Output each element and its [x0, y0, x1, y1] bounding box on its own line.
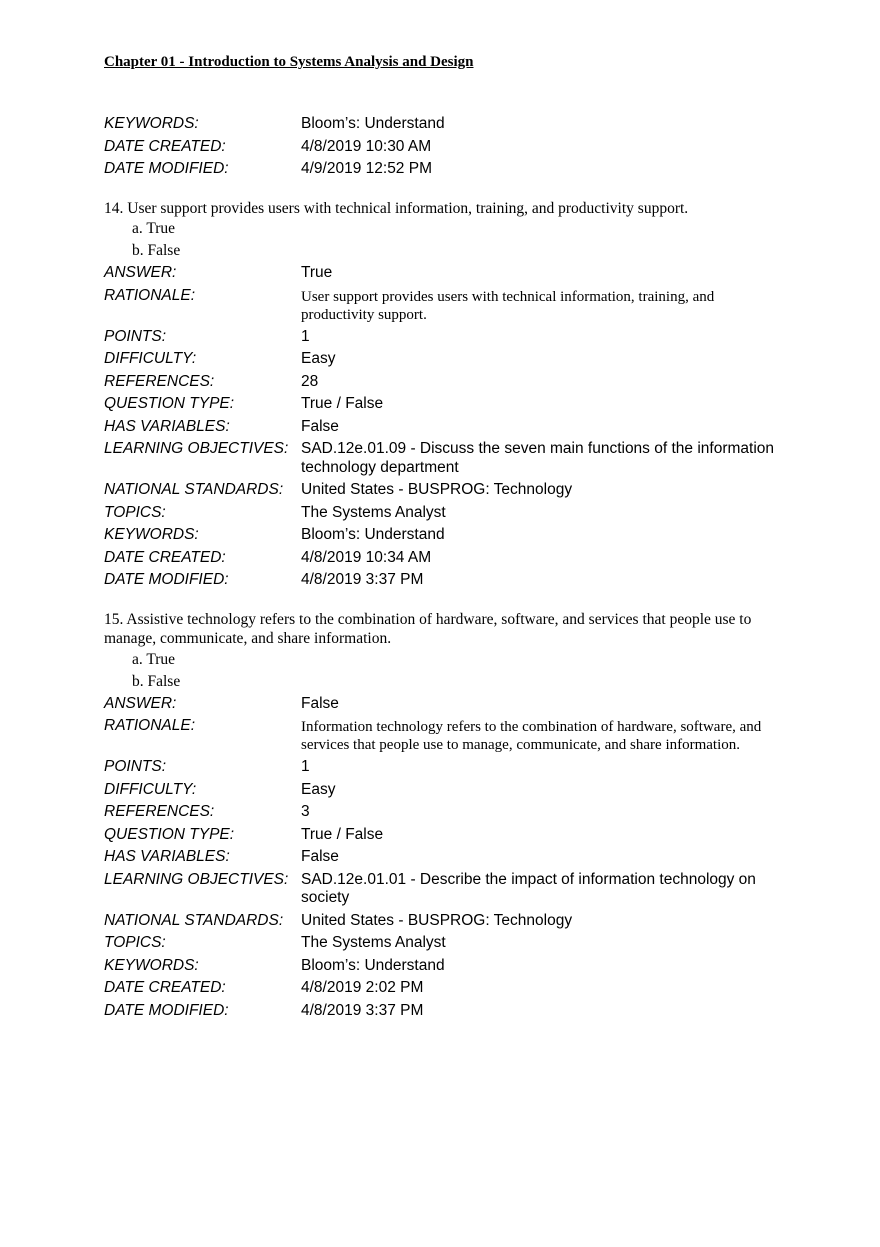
meta-label: RATIONALE: [104, 286, 196, 304]
meta-row-references [104, 371, 776, 394]
meta-row-points [104, 756, 776, 779]
meta-label: REFERENCES: [104, 372, 215, 390]
meta-row-national-standards [104, 910, 776, 933]
meta-value: False [301, 694, 339, 712]
meta-label: REFERENCES: [104, 803, 215, 820]
meta-label: ANSWER: [104, 694, 177, 712]
meta-label: DATE MODIFIED: [104, 160, 229, 177]
meta-value: Easy [301, 780, 336, 798]
meta-row-date-created [104, 547, 776, 570]
meta-value: 1 [301, 758, 310, 775]
meta-row-answer [104, 262, 776, 285]
question-stem: 14. User support provides users with technical information, training, and productivity support. [104, 199, 689, 217]
meta-label: NATIONAL STANDARDS: [104, 481, 284, 498]
meta-row-date-modified [104, 1000, 776, 1023]
meta-label: DATE MODIFIED: [104, 571, 229, 588]
meta-row-topics [104, 932, 776, 955]
meta-label: DIFFICULTY: [104, 350, 197, 367]
meta-label: QUESTION TYPE: [104, 395, 235, 412]
meta-row-keywords [104, 524, 776, 547]
meta-value: SAD.12e.01.09 - Discuss the seven main functions of the information technology department [301, 440, 774, 476]
option-b: b. False [132, 242, 181, 259]
meta-value: 28 [301, 372, 319, 390]
meta-label: DIFFICULTY: [104, 780, 197, 798]
meta-value: Information technology refers to the combination of hardware, software, and services that people use to manage, communicate, and share information. [301, 719, 762, 753]
meta-label: POINTS: [104, 327, 167, 345]
meta-label: KEYWORDS: [104, 115, 199, 132]
meta-row-question-type [104, 393, 776, 416]
answer-options [104, 649, 776, 693]
meta-row-has-variables [104, 846, 776, 869]
meta-value: The Systems Analyst [301, 934, 446, 951]
meta-value: SAD.12e.01.01 - Describe the impact of information technology on society [301, 870, 756, 906]
meta-label: TOPICS: [104, 934, 166, 951]
question-14 [104, 199, 776, 592]
question-15 [104, 610, 776, 1023]
meta-row-keywords [104, 955, 776, 978]
meta-label: DATE CREATED: [104, 979, 226, 996]
meta-row-keywords [104, 113, 776, 136]
question-stem: 15. Assistive technology refers to the combination of hardware, software, and services that people use to manage, communicate, and share information. [104, 610, 752, 647]
meta-label: KEYWORDS: [104, 956, 199, 974]
meta-label: LEARNING OBJECTIVES: [104, 870, 289, 888]
meta-label: RATIONALE: [104, 717, 196, 734]
meta-value: 4/8/2019 3:37 PM [301, 1001, 424, 1019]
meta-row-topics [104, 502, 776, 525]
meta-label: HAS VARIABLES: [104, 417, 230, 435]
meta-label: LEARNING OBJECTIVES: [104, 440, 289, 457]
meta-label: HAS VARIABLES: [104, 848, 230, 865]
meta-value: 4/8/2019 10:34 AM [301, 548, 432, 566]
meta-row-national-standards [104, 479, 776, 502]
meta-label: NATIONAL STANDARDS: [104, 911, 284, 929]
meta-value: 1 [301, 327, 310, 345]
meta-label: ANSWER: [104, 264, 177, 281]
chapter-title: Chapter 01 - Introduction to Systems Analysis and Design [104, 54, 474, 70]
meta-label: KEYWORDS: [104, 526, 199, 543]
meta-value: True / False [301, 825, 384, 843]
meta-value: User support provides users with technical information, training, and productivity support. [301, 288, 715, 323]
meta-value: United States - BUSPROG: Technology [301, 481, 573, 498]
meta-value: United States - BUSPROG: Technology [301, 911, 573, 929]
meta-label: DATE CREATED: [104, 137, 226, 155]
meta-row-learning-objectives [104, 438, 776, 479]
meta-label: QUESTION TYPE: [104, 825, 235, 843]
meta-value: False [301, 417, 339, 435]
meta-label: POINTS: [104, 758, 167, 775]
meta-row-difficulty [104, 348, 776, 371]
prev-question-meta [104, 113, 776, 181]
meta-value: 4/8/2019 3:37 PM [301, 571, 424, 588]
meta-label: DATE CREATED: [104, 548, 226, 566]
meta-value: 4/9/2019 12:52 PM [301, 160, 432, 177]
meta-value: True / False [301, 395, 384, 412]
meta-row-references [104, 801, 776, 824]
meta-value: True [301, 264, 333, 281]
meta-value: The Systems Analyst [301, 503, 446, 521]
meta-value: 4/8/2019 10:30 AM [301, 137, 432, 155]
meta-row-date-modified [104, 569, 776, 592]
document-page [104, 52, 776, 1022]
option-a: a. True [132, 220, 176, 237]
answer-options [104, 218, 776, 262]
meta-row-date-modified [104, 158, 776, 181]
option-a: a. True [132, 650, 176, 668]
meta-row-points [104, 326, 776, 349]
meta-value: False [301, 848, 339, 865]
meta-value: 4/8/2019 2:02 PM [301, 979, 424, 996]
meta-label: DATE MODIFIED: [104, 1001, 229, 1019]
meta-value: 3 [301, 803, 310, 820]
meta-row-date-created [104, 136, 776, 159]
option-b: b. False [132, 672, 181, 690]
meta-row-rationale [104, 285, 776, 326]
meta-value: Bloom’s: Understand [301, 115, 445, 132]
meta-row-rationale [104, 715, 776, 756]
meta-row-has-variables [104, 416, 776, 439]
meta-row-date-created [104, 977, 776, 1000]
meta-row-question-type [104, 824, 776, 847]
meta-value: Bloom’s: Understand [301, 526, 445, 543]
meta-value: Easy [301, 350, 336, 367]
meta-label: TOPICS: [104, 503, 166, 521]
meta-row-difficulty [104, 779, 776, 802]
meta-row-answer [104, 693, 776, 716]
meta-row-learning-objectives [104, 869, 776, 910]
meta-value: Bloom’s: Understand [301, 956, 445, 974]
